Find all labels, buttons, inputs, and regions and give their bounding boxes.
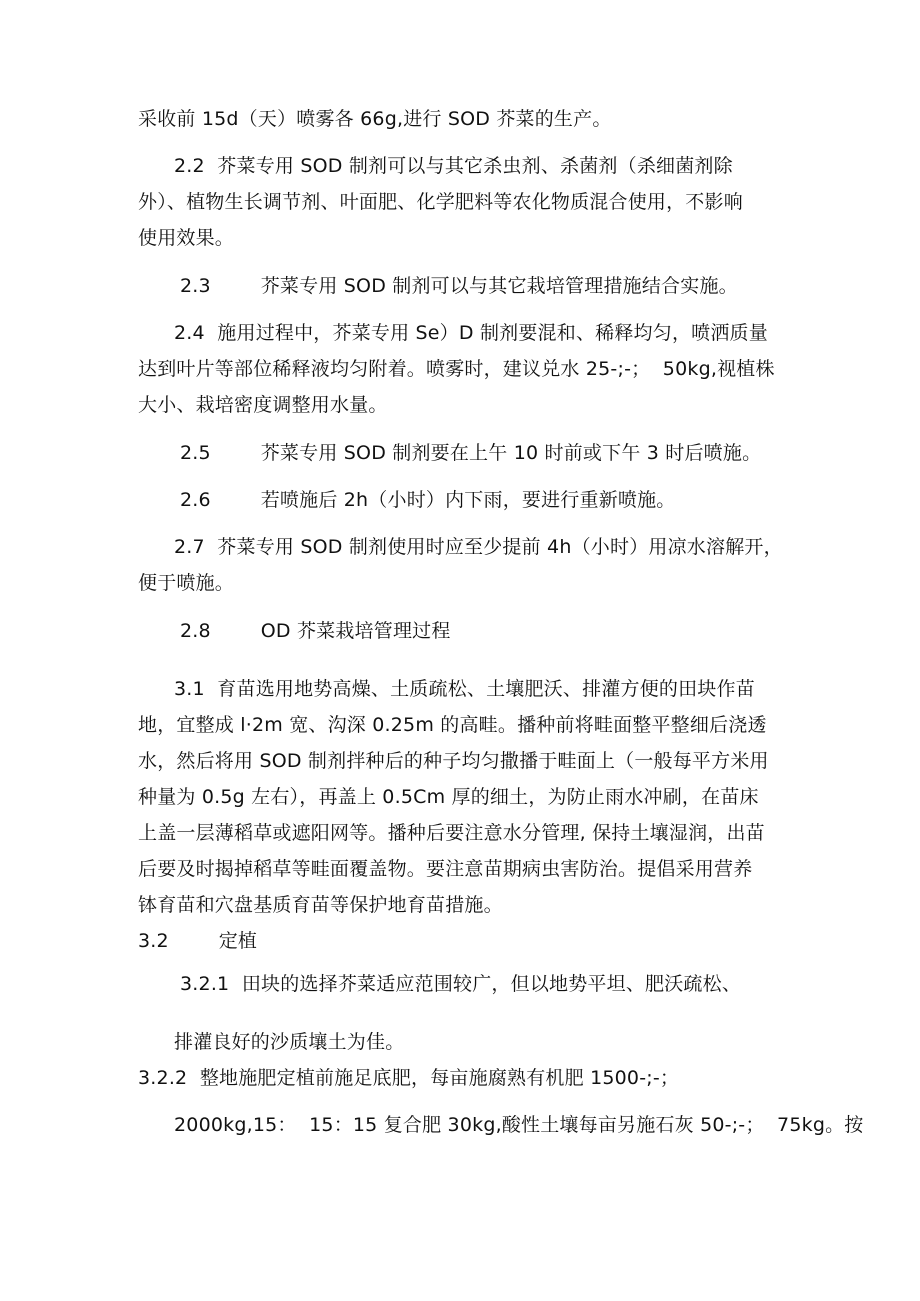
- text-line: 采收前 15d（天）喷雾各 66g,进行 SOD 芥菜的生产。: [138, 108, 612, 130]
- paragraph-2-3-line: 2.3 芥菜专用 SOD 制剂可以与其它栽培管理措施结合实施。: [180, 275, 738, 297]
- text-line: 上盖一层薄稻草或遮阳网等。播种后要注意水分管理, 保持土壤湿润，出苗: [138, 822, 765, 844]
- text-line: 大小、栽培密度调整用水量。: [138, 394, 388, 416]
- paragraph-2-2-line: 2.2 芥菜专用 SOD 制剂可以与其它杀虫剂、杀菌剂（杀细菌剂除: [174, 155, 733, 177]
- section-3-2-heading: 3.2 定植: [138, 930, 258, 952]
- text-line: 达到叶片等部位稀释液均匀附着。喷雾时，建议兑水 25-;-； 50kg,视植株: [138, 358, 775, 380]
- text-line: 地，宜整成 l·2m 宽、沟深 0.25m 的高畦。播种前将畦面整平整细后浇透: [138, 714, 767, 736]
- text-line: 后要及时揭掉稻草等畦面覆盖物。要注意苗期病虫害防治。提倡采用营养: [138, 858, 753, 880]
- paragraph-2-6-line: 2.6 若喷施后 2h（小时）内下雨，要进行重新喷施。: [180, 489, 676, 511]
- paragraph-3-2-2-line: 3.2.2 整地施肥定植前施足底肥，每亩施腐熟有机肥 1500-;-；: [138, 1067, 680, 1089]
- section-2-8-heading: 2.8 OD 芥菜栽培管理过程: [180, 620, 451, 642]
- text-line: 2000kg,15： 15：15 复合肥 30kg,酸性土壤每亩另施石灰 50-;-； 75kg。按: [174, 1114, 864, 1136]
- text-line: 使用效果。: [138, 227, 235, 249]
- paragraph-2-4-line: 2.4 施用过程中，芥菜专用 Se）D 制剂要混和、稀释均匀，喷洒质量: [174, 322, 768, 344]
- text-line: 水，然后将用 SOD 制剂拌种后的种子均匀撒播于畦面上（一般每平方米用: [138, 750, 769, 772]
- text-line: 钵育苗和穴盘基质育苗等保护地育苗措施。: [138, 894, 503, 916]
- text-line: 排灌良好的沙质壤土为佳。: [174, 1031, 405, 1053]
- text-line: 便于喷施。: [138, 572, 235, 594]
- text-line: 外）、植物生长调节剂、叶面肥、化学肥料等农化物质混合使用，不影响: [138, 191, 743, 213]
- text-line: 种量为 0.5g 左右），再盖上 0.5Cm 厚的细土，为防止雨水冲刷，在苗床: [138, 786, 759, 808]
- paragraph-2-5-line: 2.5 芥菜专用 SOD 制剂要在上午 10 时前或下午 3 时后喷施。: [180, 442, 762, 464]
- paragraph-3-1-line: 3.1 育苗选用地势高燥、土质疏松、土壤肥沃、排灌方便的田块作苗: [174, 678, 755, 700]
- paragraph-3-2-1-line: 3.2.1 田块的选择芥菜适应范围较广，但以地势平坦、肥沃疏松、: [180, 973, 742, 995]
- paragraph-2-7-line: 2.7 芥菜专用 SOD 制剂使用时应至少提前 4h（小时）用凉水溶解开，: [174, 536, 783, 558]
